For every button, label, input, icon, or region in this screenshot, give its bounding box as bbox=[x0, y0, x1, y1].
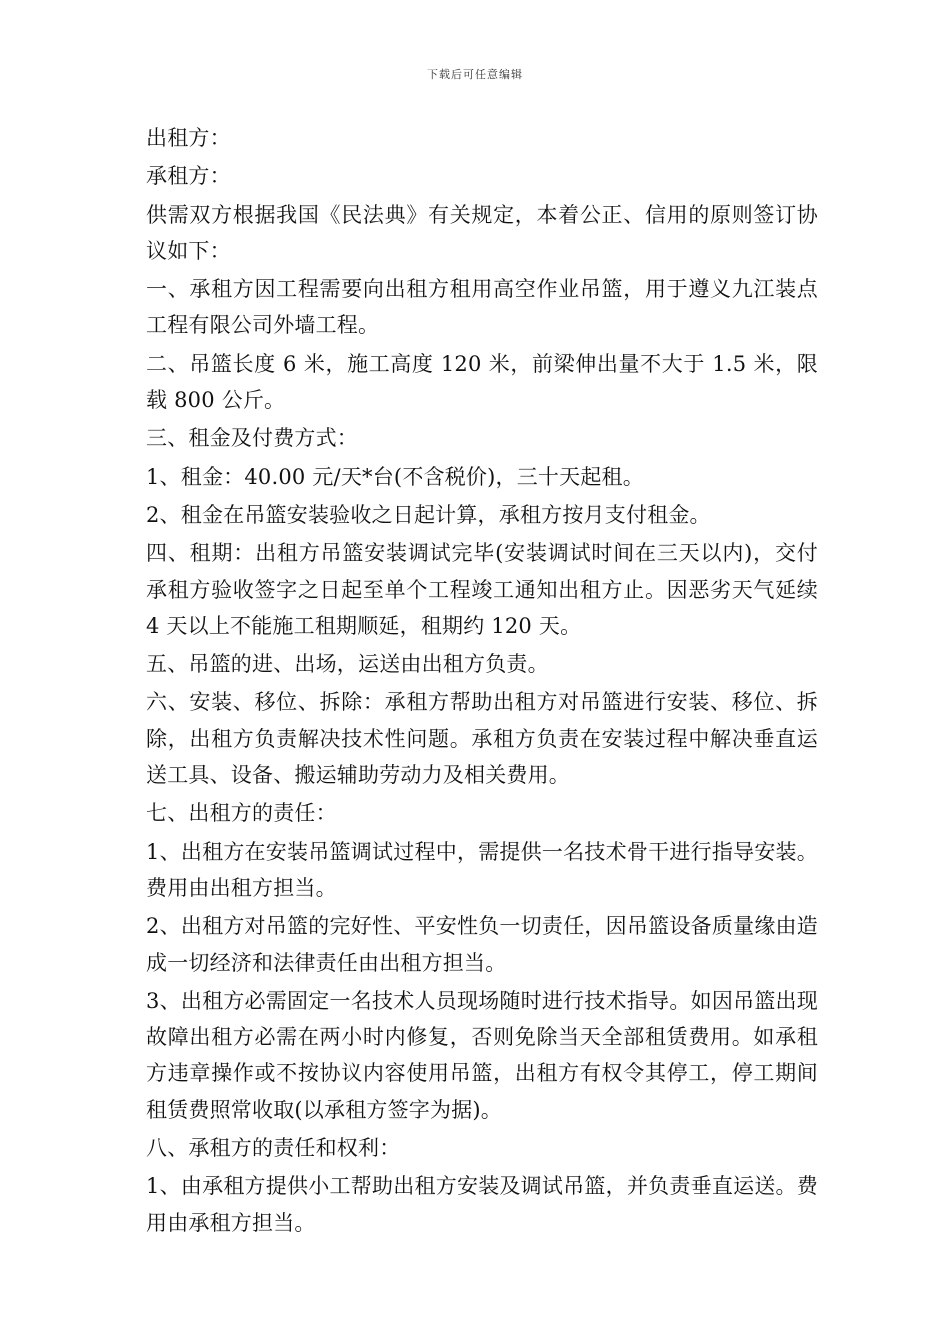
paragraph-clause-8-1: 1、由承租方提供小工帮助出租方安装及调试吊篮，并负责垂直运送。费用由承租方担当。 bbox=[146, 1174, 818, 1235]
paragraph-clause-7-1: 1、出租方在安装吊篮调试过程中，需提供一名技术骨干进行指导安装。费用由出租方担当。 bbox=[146, 839, 818, 900]
paragraph-clause-2: 二、吊篮长度 6 米，施工高度 120 米，前梁伸出量不大于 1.5 米，限载 800 公斤。 bbox=[146, 351, 818, 413]
paragraph-clause-6: 六、安装、移位、拆除：承租方帮助出租方对吊篮进行安装、移位、拆除，出租方负责解决技术性问题。承租方负责在安装过程中解决垂直运送工具、设备、搬运辅助劳动力及相关费用。 bbox=[146, 690, 818, 788]
paragraph-lessor: 出租方： bbox=[146, 126, 231, 150]
paragraph-clause-5: 五、吊篮的进、出场，运送由出租方负责。 bbox=[146, 652, 549, 677]
paragraph-lessee: 承租方： bbox=[146, 164, 231, 189]
paragraph-clause-7: 七、出租方的责任： bbox=[146, 801, 337, 826]
paragraph-preamble: 供需双方根据我国《民法典》有关规定，本着公正、信用的原则签订协议如下： bbox=[146, 202, 818, 263]
paragraph-clause-3-2: 2、租金在吊篮安装验收之日起计算，承租方按月支付租金。 bbox=[146, 502, 711, 527]
document-body bbox=[146, 120, 818, 1243]
page-header-note: 下载后可任意编辑 bbox=[427, 68, 523, 81]
paragraph-clause-7-2: 2、出租方对吊篮的完好性、平安性负一切责任，因吊篮设备质量缘由造成一切经济和法律责任由出租方担当。 bbox=[146, 914, 818, 975]
paragraph-clause-8: 八、承租方的责任和权利： bbox=[146, 1136, 401, 1161]
paragraph-clause-3-1: 1、租金：40.00 元/天*台(不含税价)，三十天起租。 bbox=[146, 464, 644, 489]
paragraph-clause-4: 四、租期：出租方吊篮安装调试完毕(安装调试时间在三天以内)，交付承租方验收签字之日起至单个工程竣工通知出租方止。因恶劣天气延续 4 天以上不能施工租期顺延，租期约 120 天。 bbox=[146, 541, 818, 638]
paragraph-clause-1: 一、承租方因工程需要向出租方租用高空作业吊篮，用于遵义九江装点工程有限公司外墙工程。 bbox=[146, 277, 818, 338]
paragraph-clause-3: 三、租金及付费方式： bbox=[146, 426, 358, 451]
paragraph-clause-7-3: 3、出租方必需固定一名技术人员现场随时进行技术指导。如因吊篮出现故障出租方必需在两小时内修复，否则免除当天全部租赁费用。如承租方违章操作或不按协议内容使用吊篮，出租方有权令其停工，停工期间租赁费照常收取(以承租方签字为据)。 bbox=[146, 988, 818, 1122]
